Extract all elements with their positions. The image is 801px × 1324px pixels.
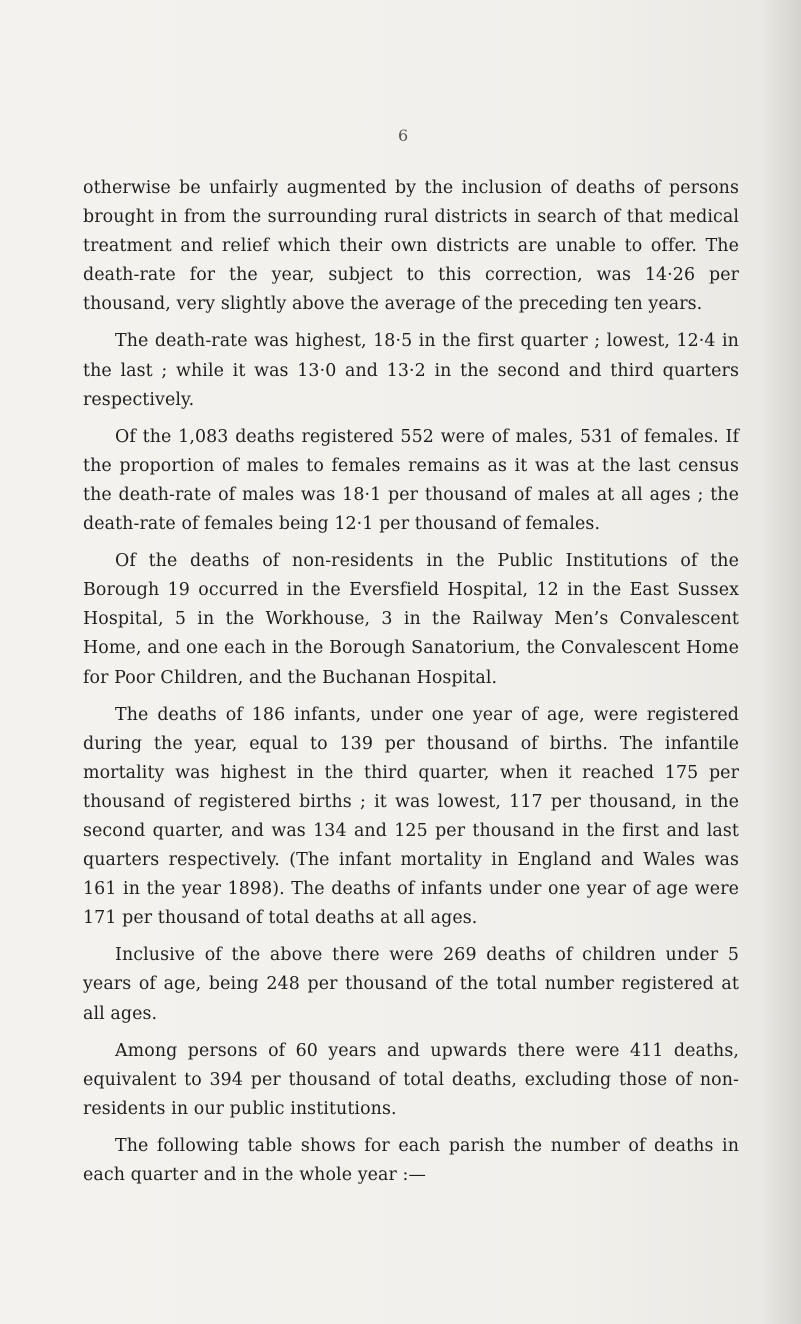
paragraph-non-resident-deaths: Of the deaths of non-residents in the Public Institutions of the Borough 19 occurred in the Eversfield Hospital, 12 in the East Sussex Hospital, 5 in the Workhouse, 3 in the Railway Men’s Convalescent Home, and one each in the Borough Sanatorium, the Convalescent Home for Poor Children, and the Buchanan Hospital. bbox=[83, 551, 739, 688]
paragraph-persons-over-60: Among persons of 60 years and upwards there were 411 deaths, equivalent to 394 per thousand of total deaths, excluding those of non-residents in our public institutions. bbox=[83, 1040, 739, 1119]
paragraph-deaths-by-sex: Of the 1,083 deaths registered 552 were of males, 531 of females. If the proportion of males to females remains as it was at the last census the death-rate of males was 18·1 per thousand of males at all ages ; the death-rate of females being 12·1 per thousand of females. bbox=[83, 426, 739, 535]
paragraph-continuation: otherwise be unfairly augmented by the inclusion of deaths of persons brought in from the surrounding rural districts in search of that medical treatment and relief which their own districts are unable to offer. The death-rate for the year, subject to this correction, was 14·26 per thousand, very slightly above the average of the preceding ten years. bbox=[83, 178, 739, 315]
body-text bbox=[83, 174, 739, 1198]
page-edge-shadow bbox=[761, 0, 801, 1324]
paragraph-death-rate-quarters: The death-rate was highest, 18·5 in the first quarter ; lowest, 12·4 in the last ; while it was 13·0 and 13·2 in the second and third quarters respectively. bbox=[83, 331, 739, 410]
paragraph-infant-deaths: The deaths of 186 infants, under one year of age, were registered during the year, equal to 139 per thousand of births. The infantile mortality was highest in the third quarter, when it reached 175 per thousand of registered births ; it was lowest, 117 per thousand, in the second quarter, and was 134 and 125 per thousand in the first and last quarters respectively. (The infant mortality in England and Wales was 161 in the year 1898). The deaths of infants under one year of age were 171 per thousand of total deaths at all ages. bbox=[83, 704, 739, 929]
paragraph-children-under-5: Inclusive of the above there were 269 deaths of children under 5 years of age, being 248 per thousand of the total number registered at all ages. bbox=[83, 945, 739, 1024]
page-number: 6 bbox=[398, 126, 409, 145]
paragraph-table-intro: The following table shows for each parish the number of deaths in each quarter and in the whole year :— bbox=[83, 1135, 739, 1185]
